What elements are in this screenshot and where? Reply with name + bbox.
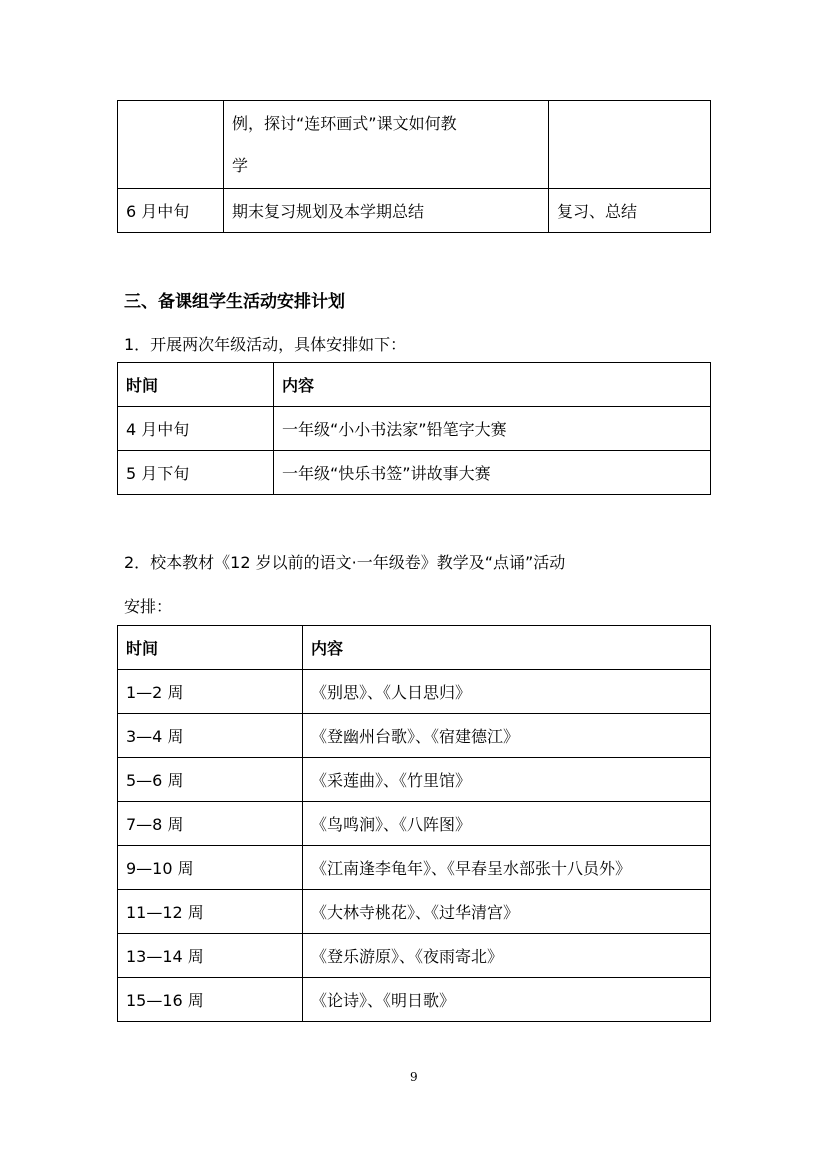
table-header-row bbox=[118, 626, 711, 670]
table-cell bbox=[118, 101, 224, 189]
column-header: 内容 bbox=[303, 626, 711, 670]
page-number: 9 bbox=[410, 1070, 418, 1084]
table-row bbox=[118, 758, 711, 802]
table-cell bbox=[549, 101, 711, 189]
activities-table bbox=[117, 362, 711, 495]
list-item: 2．校本教材《12 岁以前的语文·一年级卷》教学及“点诵”活动 bbox=[124, 553, 566, 572]
table-cell: 《论诗》、《明日歌》 bbox=[303, 978, 711, 1022]
poems-table bbox=[117, 625, 711, 1022]
table-cell: 《别思》、《人日思归》 bbox=[303, 670, 711, 714]
list-item-continuation: 安排： bbox=[124, 597, 173, 616]
table-row bbox=[118, 451, 711, 495]
table-header-row bbox=[118, 363, 711, 407]
cell-line: 学 bbox=[232, 155, 249, 175]
table-row bbox=[118, 890, 711, 934]
table-row bbox=[118, 802, 711, 846]
table-row bbox=[118, 978, 711, 1022]
table-cell: 《大林寺桃花》、《过华清宫》 bbox=[303, 890, 711, 934]
table-cell: 复习、总结 bbox=[549, 189, 711, 233]
table-cell: 5—6 周 bbox=[118, 758, 303, 802]
table-cell: 《采莲曲》、《竹里馆》 bbox=[303, 758, 711, 802]
table-row bbox=[118, 714, 711, 758]
section-heading: 三、备课组学生活动安排计划 bbox=[124, 292, 345, 312]
table-row bbox=[118, 407, 711, 451]
table-cell: 《江南逢李龟年》、《早春呈水部张十八员外》 bbox=[303, 846, 711, 890]
table-row bbox=[118, 189, 711, 233]
plan-table-continued bbox=[117, 100, 711, 233]
table-cell: 4 月中旬 bbox=[118, 407, 274, 451]
table-cell: 期末复习规划及本学期总结 bbox=[224, 189, 549, 233]
table-cell: 13—14 周 bbox=[118, 934, 303, 978]
table-cell: 15—16 周 bbox=[118, 978, 303, 1022]
column-header: 内容 bbox=[274, 363, 711, 407]
table-cell: 7—8 周 bbox=[118, 802, 303, 846]
column-header: 时间 bbox=[118, 363, 274, 407]
table-cell: 9—10 周 bbox=[118, 846, 303, 890]
list-item: 1．开展两次年级活动，具体安排如下： bbox=[124, 335, 407, 354]
table-row bbox=[118, 101, 711, 189]
table-cell: 一年级“小小书法家”铅笔字大赛 bbox=[274, 407, 711, 451]
table-cell: 3—4 周 bbox=[118, 714, 303, 758]
table-row bbox=[118, 670, 711, 714]
table-row bbox=[118, 846, 711, 890]
table-cell: 《登幽州台歌》、《宿建德江》 bbox=[303, 714, 711, 758]
table-cell: 1—2 周 bbox=[118, 670, 303, 714]
table-cell: 6 月中旬 bbox=[118, 189, 224, 233]
table-cell: 《登乐游原》、《夜雨寄北》 bbox=[303, 934, 711, 978]
cell-line: 例，探讨“连环画式”课文如何教 bbox=[232, 113, 457, 133]
table-cell: 一年级“快乐书签”讲故事大赛 bbox=[274, 451, 711, 495]
column-header: 时间 bbox=[118, 626, 303, 670]
table-row bbox=[118, 934, 711, 978]
table-cell bbox=[224, 101, 549, 189]
table-cell: 5 月下旬 bbox=[118, 451, 274, 495]
table-cell: 《鸟鸣涧》、《八阵图》 bbox=[303, 802, 711, 846]
table-cell: 11—12 周 bbox=[118, 890, 303, 934]
